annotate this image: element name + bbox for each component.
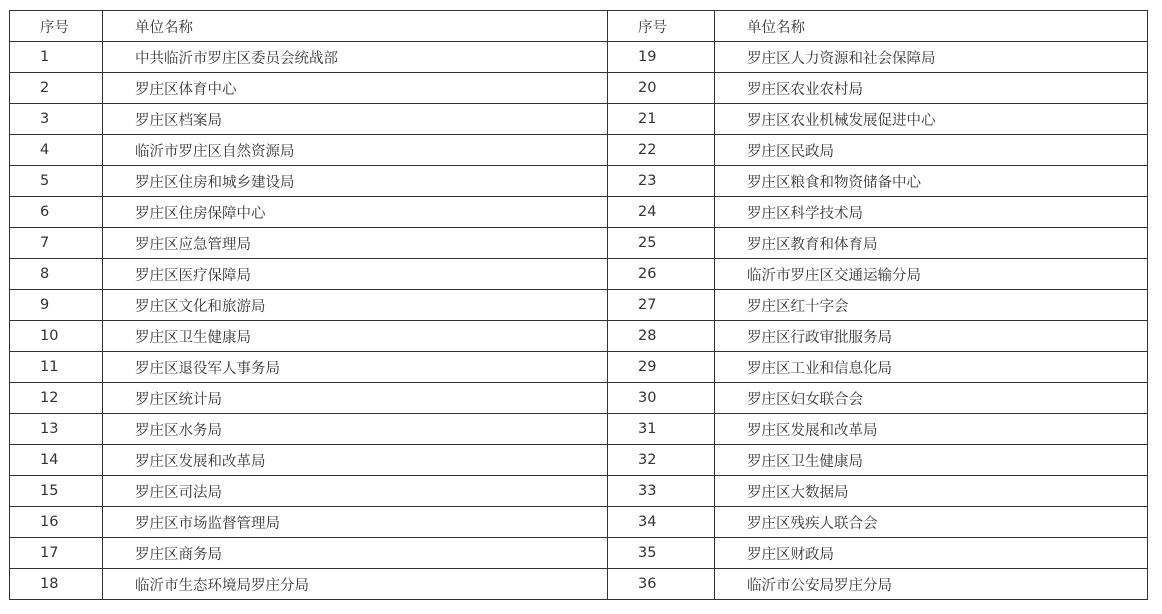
right-unit-name-cell: 罗庄区教育和体育局 [715, 228, 1148, 259]
left-unit-name-cell: 罗庄区司法局 [103, 476, 608, 507]
table-row [10, 290, 1148, 321]
left-number-cell: 14 [10, 445, 103, 476]
left-number-cell: 10 [10, 321, 103, 352]
table-row [10, 259, 1148, 290]
left-unit-name-cell: 罗庄区体育中心 [103, 73, 608, 104]
left-unit-name-cell: 罗庄区卫生健康局 [103, 321, 608, 352]
right-number-cell: 29 [608, 352, 715, 383]
left-number-cell: 15 [10, 476, 103, 507]
right-unit-name-cell: 罗庄区卫生健康局 [715, 445, 1148, 476]
table-row [10, 414, 1148, 445]
right-number-cell: 22 [608, 135, 715, 166]
left-number-cell: 11 [10, 352, 103, 383]
left-unit-name-cell: 罗庄区水务局 [103, 414, 608, 445]
right-number-cell: 26 [608, 259, 715, 290]
left-number-cell: 1 [10, 42, 103, 73]
left-number-cell: 18 [10, 569, 103, 600]
right-number-cell: 23 [608, 166, 715, 197]
right-number-cell: 36 [608, 569, 715, 600]
table-row [10, 197, 1148, 228]
right-unit-name-cell: 罗庄区红十字会 [715, 290, 1148, 321]
table-row [10, 383, 1148, 414]
left-unit-name-cell: 罗庄区住房保障中心 [103, 197, 608, 228]
header-right-number: 序号 [608, 11, 715, 42]
right-unit-name-cell: 罗庄区农业机械发展促进中心 [715, 104, 1148, 135]
table-row [10, 73, 1148, 104]
right-unit-name-cell: 罗庄区残疾人联合会 [715, 507, 1148, 538]
header-left-unit-name: 单位名称 [103, 11, 608, 42]
right-unit-name-cell: 罗庄区工业和信息化局 [715, 352, 1148, 383]
right-unit-name-cell: 罗庄区科学技术局 [715, 197, 1148, 228]
table-row [10, 166, 1148, 197]
table-header-row [10, 11, 1148, 42]
left-number-cell: 13 [10, 414, 103, 445]
right-unit-name-cell: 罗庄区行政审批服务局 [715, 321, 1148, 352]
right-number-cell: 21 [608, 104, 715, 135]
left-number-cell: 12 [10, 383, 103, 414]
right-number-cell: 34 [608, 507, 715, 538]
left-unit-name-cell: 罗庄区文化和旅游局 [103, 290, 608, 321]
left-unit-name-cell: 罗庄区市场监督管理局 [103, 507, 608, 538]
left-number-cell: 17 [10, 538, 103, 569]
right-number-cell: 33 [608, 476, 715, 507]
right-number-cell: 24 [608, 197, 715, 228]
left-unit-name-cell: 罗庄区发展和改革局 [103, 445, 608, 476]
left-number-cell: 16 [10, 507, 103, 538]
right-unit-name-cell: 罗庄区人力资源和社会保障局 [715, 42, 1148, 73]
right-number-cell: 27 [608, 290, 715, 321]
right-unit-name-cell: 罗庄区大数据局 [715, 476, 1148, 507]
right-number-cell: 32 [608, 445, 715, 476]
right-number-cell: 31 [608, 414, 715, 445]
left-unit-name-cell: 临沂市生态环境局罗庄分局 [103, 569, 608, 600]
left-unit-name-cell: 罗庄区应急管理局 [103, 228, 608, 259]
left-unit-name-cell: 临沂市罗庄区自然资源局 [103, 135, 608, 166]
unit-list-table [9, 10, 1148, 600]
left-number-cell: 3 [10, 104, 103, 135]
table-row [10, 507, 1148, 538]
right-number-cell: 20 [608, 73, 715, 104]
header-left-number: 序号 [10, 11, 103, 42]
left-number-cell: 5 [10, 166, 103, 197]
right-unit-name-cell: 临沂市罗庄区交通运输分局 [715, 259, 1148, 290]
left-unit-name-cell: 罗庄区商务局 [103, 538, 608, 569]
right-unit-name-cell: 罗庄区农业农村局 [715, 73, 1148, 104]
left-number-cell: 4 [10, 135, 103, 166]
table-row [10, 352, 1148, 383]
left-number-cell: 2 [10, 73, 103, 104]
right-number-cell: 30 [608, 383, 715, 414]
left-unit-name-cell: 罗庄区医疗保障局 [103, 259, 608, 290]
left-unit-name-cell: 罗庄区住房和城乡建设局 [103, 166, 608, 197]
left-unit-name-cell: 罗庄区退役军人事务局 [103, 352, 608, 383]
table-row [10, 476, 1148, 507]
right-number-cell: 35 [608, 538, 715, 569]
unit-list-table-container [9, 10, 1147, 600]
left-number-cell: 8 [10, 259, 103, 290]
right-unit-name-cell: 罗庄区妇女联合会 [715, 383, 1148, 414]
right-unit-name-cell: 罗庄区发展和改革局 [715, 414, 1148, 445]
right-number-cell: 25 [608, 228, 715, 259]
table-body [10, 42, 1148, 600]
left-number-cell: 9 [10, 290, 103, 321]
left-unit-name-cell: 罗庄区档案局 [103, 104, 608, 135]
table-row [10, 538, 1148, 569]
right-number-cell: 28 [608, 321, 715, 352]
right-number-cell: 19 [608, 42, 715, 73]
right-unit-name-cell: 罗庄区民政局 [715, 135, 1148, 166]
header-right-unit-name: 单位名称 [715, 11, 1148, 42]
table-row [10, 445, 1148, 476]
right-unit-name-cell: 临沂市公安局罗庄分局 [715, 569, 1148, 600]
table-row [10, 104, 1148, 135]
table-row [10, 321, 1148, 352]
left-unit-name-cell: 罗庄区统计局 [103, 383, 608, 414]
table-row [10, 42, 1148, 73]
table-row [10, 228, 1148, 259]
table-row [10, 569, 1148, 600]
table-row [10, 135, 1148, 166]
left-unit-name-cell: 中共临沂市罗庄区委员会统战部 [103, 42, 608, 73]
left-number-cell: 6 [10, 197, 103, 228]
left-number-cell: 7 [10, 228, 103, 259]
right-unit-name-cell: 罗庄区粮食和物资储备中心 [715, 166, 1148, 197]
right-unit-name-cell: 罗庄区财政局 [715, 538, 1148, 569]
